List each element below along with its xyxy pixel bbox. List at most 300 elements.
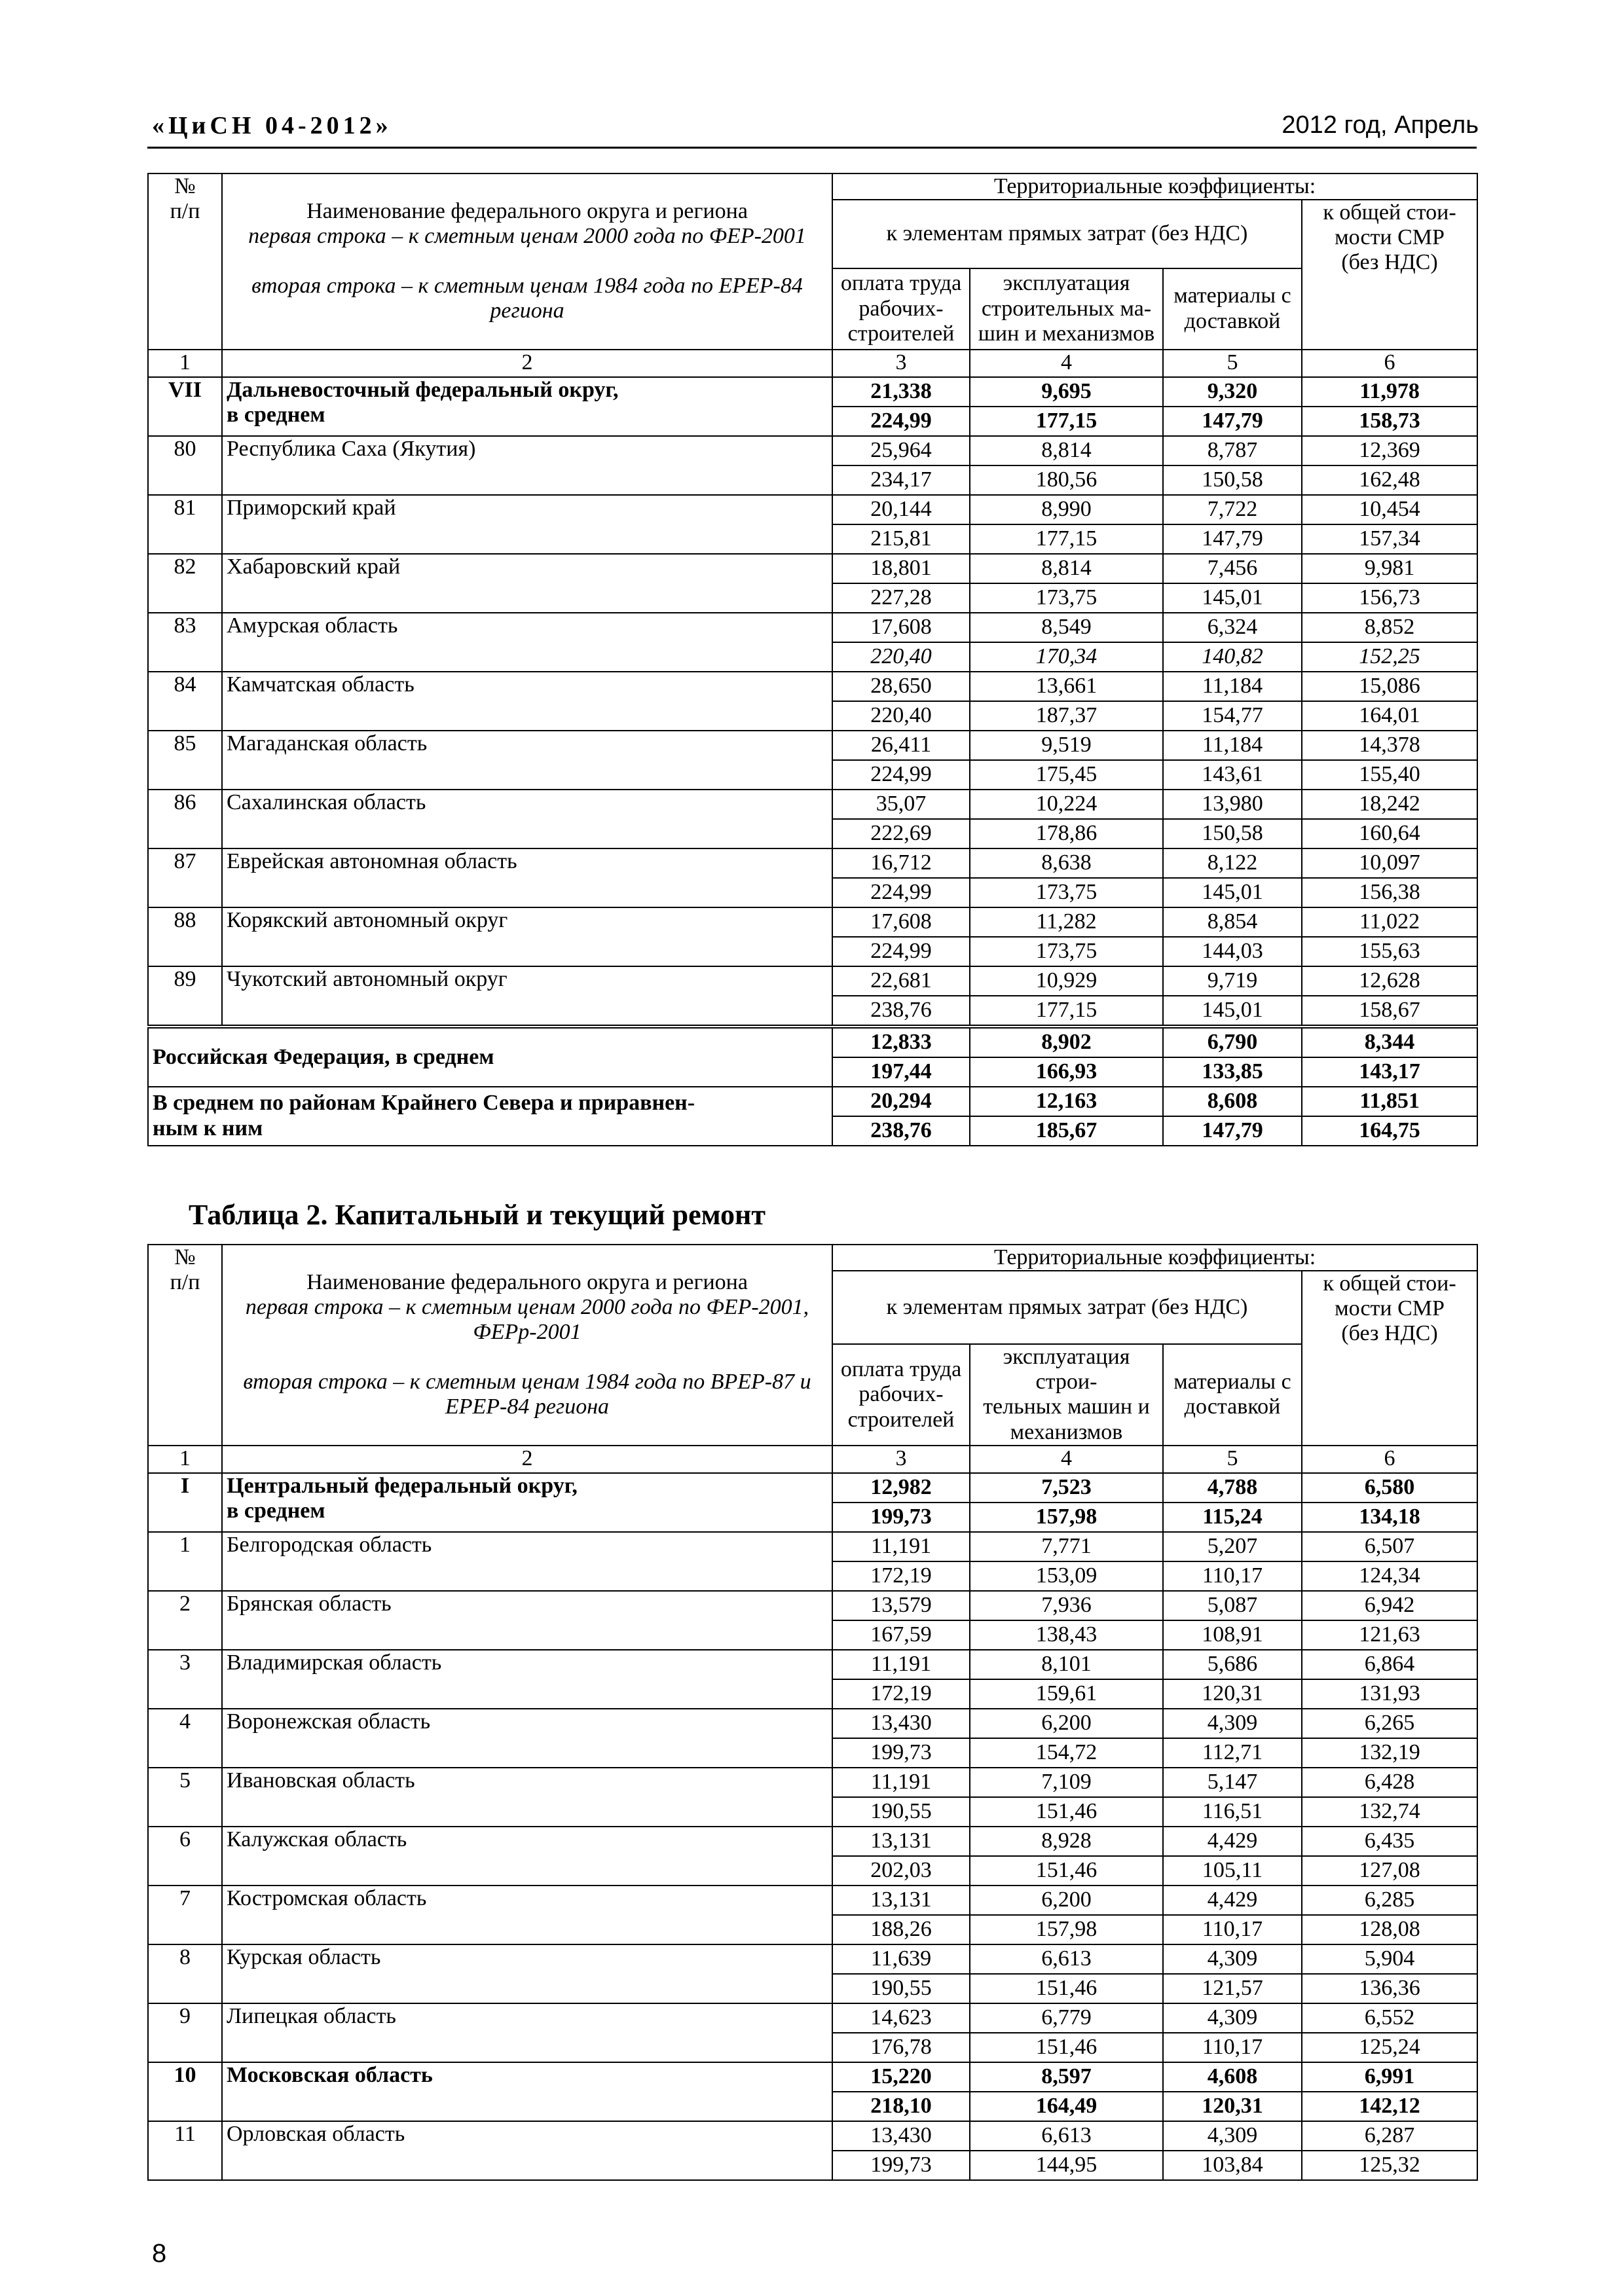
coefficient-value: 108,91 <box>1163 1620 1302 1650</box>
coefficient-value: 6,864 <box>1302 1650 1477 1679</box>
coefficient-value: 138,43 <box>970 1620 1163 1650</box>
region-name: Камчатская область <box>222 672 832 731</box>
coefficient-value: 134,18 <box>1302 1503 1477 1532</box>
header-total-cost: к общей стои- мости СМР (без НДС) <box>1302 200 1477 349</box>
header-materials: материалы с доставкой <box>1163 268 1302 350</box>
coefficient-value: 238,76 <box>832 996 970 1027</box>
coefficient-value: 8,597 <box>970 2062 1163 2092</box>
coefficient-value: 143,61 <box>1163 760 1302 790</box>
region-name: Амурская область <box>222 613 832 672</box>
coefficient-value: 157,98 <box>970 1503 1163 1532</box>
region-name: Чукотский автономный округ <box>222 966 832 1027</box>
coefficient-value: 8,928 <box>970 1827 1163 1856</box>
table-row <box>148 1827 1477 1856</box>
coefficient-value: 222,69 <box>832 819 970 848</box>
header-total-cost: к общей стои- мости СМР (без НДС) <box>1302 1271 1477 1446</box>
coefficient-value: 224,99 <box>832 937 970 966</box>
coefficient-value: 13,131 <box>832 1886 970 1915</box>
region-name: Приморский край <box>222 495 832 554</box>
header-machines: эксплуатация строительных ма- шин и механизмов <box>970 268 1163 350</box>
coefficient-value: 14,623 <box>832 2003 970 2033</box>
region-number: 81 <box>148 495 222 554</box>
coefficient-value: 131,93 <box>1302 1679 1477 1709</box>
column-number: 6 <box>1302 350 1477 377</box>
coefficient-value: 145,01 <box>1163 878 1302 907</box>
coefficient-value: 6,435 <box>1302 1827 1477 1856</box>
coefficient-value: 224,99 <box>832 878 970 907</box>
coefficient-value: 154,77 <box>1163 701 1302 731</box>
column-number: 1 <box>148 1446 222 1473</box>
coefficient-value: 26,411 <box>832 731 970 760</box>
table-1-body <box>148 350 1477 1146</box>
coefficient-value: 18,242 <box>1302 790 1477 819</box>
coefficient-value: 176,78 <box>832 2033 970 2062</box>
coefficient-value: 8,344 <box>1302 1027 1477 1057</box>
region-number: 82 <box>148 554 222 613</box>
coefficient-value: 164,01 <box>1302 701 1477 731</box>
coefficient-value: 13,980 <box>1163 790 1302 819</box>
coefficient-value: 187,37 <box>970 701 1163 731</box>
coefficient-value: 124,34 <box>1302 1561 1477 1591</box>
region-number: 89 <box>148 966 222 1027</box>
table-2-body <box>148 1446 1477 2180</box>
table-row <box>148 1944 1477 1974</box>
coefficient-value: 6,507 <box>1302 1532 1477 1561</box>
coefficient-value: 11,978 <box>1302 377 1477 407</box>
coefficient-value: 110,17 <box>1163 1915 1302 1944</box>
coefficient-value: 4,429 <box>1163 1827 1302 1856</box>
header-coefficients: Территориальные коэффициенты: <box>832 1245 1477 1271</box>
header-name-title: Наименование федерального округа и региона <box>306 199 748 224</box>
region-number: 3 <box>148 1650 222 1709</box>
coefficient-value: 4,608 <box>1163 2062 1302 2092</box>
column-number: 3 <box>832 350 970 377</box>
coefficient-value: 20,144 <box>832 495 970 524</box>
coefficient-value: 13,430 <box>832 1709 970 1738</box>
document-date: 2012 год, Апрель <box>1282 111 1479 139</box>
region-name: Магаданская область <box>222 731 832 790</box>
region-number: 8 <box>148 1944 222 2003</box>
coefficient-value: 185,67 <box>970 1116 1163 1146</box>
table-row <box>148 436 1477 465</box>
coefficient-value: 153,09 <box>970 1561 1163 1591</box>
coefficient-value: 7,936 <box>970 1591 1163 1620</box>
table-row <box>148 1768 1477 1797</box>
column-number: 5 <box>1163 350 1302 377</box>
column-number: 2 <box>222 350 832 377</box>
coefficient-value: 166,93 <box>970 1057 1163 1087</box>
coefficient-value: 145,01 <box>1163 583 1302 613</box>
region-name: Республика Саха (Якутия) <box>222 436 832 495</box>
coefficient-value: 6,580 <box>1302 1473 1477 1503</box>
coefficient-value: 132,19 <box>1302 1738 1477 1768</box>
coefficient-value: 22,681 <box>832 966 970 996</box>
coefficient-value: 7,109 <box>970 1768 1163 1797</box>
region-name: Сахалинская область <box>222 790 832 848</box>
header-name <box>222 173 832 350</box>
table-row <box>148 377 1477 407</box>
coefficient-value: 4,309 <box>1163 1944 1302 1974</box>
table-row <box>148 790 1477 819</box>
coefficient-value: 8,608 <box>1163 1087 1302 1116</box>
coefficient-value: 152,25 <box>1302 642 1477 672</box>
coefficient-value: 140,82 <box>1163 642 1302 672</box>
coefficient-value: 6,285 <box>1302 1886 1477 1915</box>
region-number: 4 <box>148 1709 222 1768</box>
coefficient-value: 199,73 <box>832 1503 970 1532</box>
coefficient-value: 6,613 <box>970 1944 1163 1974</box>
coefficient-value: 142,12 <box>1302 2092 1477 2121</box>
region-name: Липецкая область <box>222 2003 832 2062</box>
coefficient-value: 8,787 <box>1163 436 1302 465</box>
coefficient-value: 121,63 <box>1302 1620 1477 1650</box>
coefficient-value: 4,429 <box>1163 1886 1302 1915</box>
coefficient-value: 6,779 <box>970 2003 1163 2033</box>
header-labor: оплата труда рабочих- строителей <box>832 1344 970 1445</box>
coefficient-value: 145,01 <box>1163 996 1302 1027</box>
header-name <box>222 1245 832 1446</box>
coefficient-value: 120,31 <box>1163 1679 1302 1709</box>
region-name: Дальневосточный федеральный округ, в среднем <box>222 377 832 436</box>
column-number: 2 <box>222 1446 832 1473</box>
document-code: «ЦиСН 04-2012» <box>152 112 392 139</box>
header-machines: эксплуатация строи- тельных машин и механизмов <box>970 1344 1163 1445</box>
coefficient-value: 172,19 <box>832 1679 970 1709</box>
coefficient-value: 6,200 <box>970 1886 1163 1915</box>
region-number: 11 <box>148 2121 222 2180</box>
coefficient-value: 199,73 <box>832 2151 970 2180</box>
coefficient-value: 4,309 <box>1163 2003 1302 2033</box>
header-coefficients: Территориальные коэффициенты: <box>832 173 1477 200</box>
region-name: Курская область <box>222 1944 832 2003</box>
coefficient-value: 136,36 <box>1302 1974 1477 2003</box>
coefficient-value: 157,98 <box>970 1915 1163 1944</box>
coefficient-value: 8,549 <box>970 613 1163 642</box>
coefficient-value: 11,282 <box>970 907 1163 937</box>
coefficient-value: 177,15 <box>970 407 1163 436</box>
coefficient-value: 173,75 <box>970 583 1163 613</box>
coefficient-value: 13,661 <box>970 672 1163 701</box>
coefficient-value: 12,833 <box>832 1027 970 1057</box>
coefficient-value: 110,17 <box>1163 1561 1302 1591</box>
coefficients-table-1 <box>147 173 1478 1146</box>
coefficient-value: 215,81 <box>832 524 970 554</box>
coefficient-value: 162,48 <box>1302 465 1477 495</box>
total-name: В среднем по районам Крайнего Севера и приравнен- ным к ним <box>148 1087 832 1146</box>
table-row <box>148 613 1477 642</box>
coefficient-value: 8,814 <box>970 554 1163 583</box>
coefficient-value: 151,46 <box>970 1974 1163 2003</box>
coefficient-value: 144,95 <box>970 2151 1163 2180</box>
table-row <box>148 2121 1477 2151</box>
coefficient-value: 224,99 <box>832 407 970 436</box>
coefficient-value: 116,51 <box>1163 1797 1302 1827</box>
coefficient-value: 154,72 <box>970 1738 1163 1768</box>
table-row <box>148 907 1477 937</box>
coefficient-value: 13,430 <box>832 2121 970 2151</box>
coefficient-value: 17,608 <box>832 907 970 937</box>
region-number: 2 <box>148 1591 222 1650</box>
coefficient-value: 167,59 <box>832 1620 970 1650</box>
coefficient-value: 177,15 <box>970 524 1163 554</box>
coefficient-value: 105,11 <box>1163 1856 1302 1886</box>
coefficient-value: 8,122 <box>1163 848 1302 878</box>
coefficient-value: 5,147 <box>1163 1768 1302 1797</box>
coefficient-value: 190,55 <box>832 1974 970 2003</box>
page-number: 8 <box>152 2239 167 2268</box>
coefficient-value: 25,964 <box>832 436 970 465</box>
region-name: Орловская область <box>222 2121 832 2180</box>
coefficient-value: 160,64 <box>1302 819 1477 848</box>
header-direct-costs: к элементам прямых затрат (без НДС) <box>832 200 1302 268</box>
table-row <box>148 1473 1477 1503</box>
coefficient-value: 12,369 <box>1302 436 1477 465</box>
coefficient-value: 147,79 <box>1163 1116 1302 1146</box>
coefficient-value: 172,19 <box>832 1561 970 1591</box>
coefficient-value: 6,287 <box>1302 2121 1477 2151</box>
header-labor: оплата труда рабочих- строителей <box>832 268 970 350</box>
column-numbers-row <box>148 1446 1477 1473</box>
region-number: VII <box>148 377 222 436</box>
region-name: Брянская область <box>222 1591 832 1650</box>
coefficient-value: 10,224 <box>970 790 1163 819</box>
coefficient-value: 173,75 <box>970 878 1163 907</box>
region-number: 84 <box>148 672 222 731</box>
coefficient-value: 159,61 <box>970 1679 1163 1709</box>
coefficient-value: 8,990 <box>970 495 1163 524</box>
header-number: № п/п <box>148 173 222 350</box>
coefficient-value: 6,942 <box>1302 1591 1477 1620</box>
column-number: 3 <box>832 1446 970 1473</box>
coefficient-value: 11,851 <box>1302 1087 1477 1116</box>
region-number: 86 <box>148 790 222 848</box>
coefficient-value: 13,131 <box>832 1827 970 1856</box>
coefficient-value: 8,854 <box>1163 907 1302 937</box>
coefficient-value: 21,338 <box>832 377 970 407</box>
coefficient-value: 7,456 <box>1163 554 1302 583</box>
coefficient-value: 6,552 <box>1302 2003 1477 2033</box>
region-number: 83 <box>148 613 222 672</box>
region-name: Костромская область <box>222 1886 832 1944</box>
coefficient-value: 5,207 <box>1163 1532 1302 1561</box>
coefficient-value: 127,08 <box>1302 1856 1477 1886</box>
coefficient-value: 15,086 <box>1302 672 1477 701</box>
coefficient-value: 120,31 <box>1163 2092 1302 2121</box>
coefficient-value: 13,579 <box>832 1591 970 1620</box>
coefficient-value: 144,03 <box>1163 937 1302 966</box>
header-direct-costs: к элементам прямых затрат (без НДС) <box>832 1271 1302 1344</box>
coefficient-value: 6,613 <box>970 2121 1163 2151</box>
table-row <box>148 1532 1477 1561</box>
region-name: Центральный федеральный округ, в среднем <box>222 1473 832 1532</box>
coefficient-value: 16,712 <box>832 848 970 878</box>
total-row <box>148 1087 1477 1116</box>
table-row <box>148 672 1477 701</box>
header-name-title: Наименование федерального округа и региона <box>306 1270 748 1295</box>
region-number: 87 <box>148 848 222 907</box>
coefficient-value: 125,24 <box>1302 2033 1477 2062</box>
coefficient-value: 112,71 <box>1163 1738 1302 1768</box>
coefficient-value: 9,519 <box>970 731 1163 760</box>
coefficient-value: 238,76 <box>832 1116 970 1146</box>
region-name: Еврейская автономная область <box>222 848 832 907</box>
coefficient-value: 156,73 <box>1302 583 1477 613</box>
region-name: Корякский автономный округ <box>222 907 832 966</box>
column-number: 4 <box>970 1446 1163 1473</box>
coefficient-value: 11,191 <box>832 1768 970 1797</box>
coefficient-value: 35,07 <box>832 790 970 819</box>
coefficient-value: 4,309 <box>1163 2121 1302 2151</box>
coefficient-value: 17,608 <box>832 613 970 642</box>
table-row <box>148 1886 1477 1915</box>
coefficient-value: 103,84 <box>1163 2151 1302 2180</box>
coefficient-value: 12,163 <box>970 1087 1163 1116</box>
coefficient-value: 20,294 <box>832 1087 970 1116</box>
column-number: 6 <box>1302 1446 1477 1473</box>
coefficient-value: 143,17 <box>1302 1057 1477 1087</box>
coefficient-value: 6,265 <box>1302 1709 1477 1738</box>
table-row <box>148 2062 1477 2092</box>
coefficient-value: 9,719 <box>1163 966 1302 996</box>
coefficient-value: 147,79 <box>1163 524 1302 554</box>
coefficient-value: 5,087 <box>1163 1591 1302 1620</box>
coefficient-value: 147,79 <box>1163 407 1302 436</box>
coefficient-value: 9,695 <box>970 377 1163 407</box>
coefficient-value: 220,40 <box>832 701 970 731</box>
coefficient-value: 9,981 <box>1302 554 1477 583</box>
coefficient-value: 15,220 <box>832 2062 970 2092</box>
coefficient-value: 155,63 <box>1302 937 1477 966</box>
coefficient-value: 6,991 <box>1302 2062 1477 2092</box>
coefficient-value: 132,74 <box>1302 1797 1477 1827</box>
coefficient-value: 9,320 <box>1163 377 1302 407</box>
coefficient-value: 197,44 <box>832 1057 970 1087</box>
region-name: Калужская область <box>222 1827 832 1886</box>
coefficient-value: 6,324 <box>1163 613 1302 642</box>
coefficient-value: 115,24 <box>1163 1503 1302 1532</box>
coefficient-value: 157,34 <box>1302 524 1477 554</box>
coefficient-value: 190,55 <box>832 1797 970 1827</box>
region-number: 9 <box>148 2003 222 2062</box>
region-number: 85 <box>148 731 222 790</box>
coefficient-value: 8,852 <box>1302 613 1477 642</box>
coefficient-value: 8,638 <box>970 848 1163 878</box>
coefficient-value: 158,73 <box>1302 407 1477 436</box>
coefficient-value: 110,17 <box>1163 2033 1302 2062</box>
coefficient-value: 11,184 <box>1163 731 1302 760</box>
coefficient-value: 199,73 <box>832 1738 970 1768</box>
coefficient-value: 151,46 <box>970 2033 1163 2062</box>
region-name: Воронежская область <box>222 1709 832 1768</box>
total-row <box>148 1027 1477 1057</box>
region-number: 5 <box>148 1768 222 1827</box>
table-row <box>148 554 1477 583</box>
region-name: Московская область <box>222 2062 832 2121</box>
coefficient-value: 28,650 <box>832 672 970 701</box>
coefficient-value: 6,790 <box>1163 1027 1302 1057</box>
coefficient-value: 224,99 <box>832 760 970 790</box>
region-name: Владимирская область <box>222 1650 832 1709</box>
region-number: 1 <box>148 1532 222 1591</box>
region-name: Ивановская область <box>222 1768 832 1827</box>
coefficient-value: 11,184 <box>1163 672 1302 701</box>
coefficient-value: 155,40 <box>1302 760 1477 790</box>
coefficient-value: 5,904 <box>1302 1944 1477 1974</box>
region-name: Хабаровский край <box>222 554 832 613</box>
region-number: 80 <box>148 436 222 495</box>
coefficient-value: 220,40 <box>832 642 970 672</box>
coefficient-value: 188,26 <box>832 1915 970 1944</box>
table-row <box>148 1591 1477 1620</box>
coefficient-value: 12,628 <box>1302 966 1477 996</box>
coefficient-value: 14,378 <box>1302 731 1477 760</box>
coefficient-value: 150,58 <box>1163 819 1302 848</box>
coefficient-value: 177,15 <box>970 996 1163 1027</box>
coefficient-value: 178,86 <box>970 819 1163 848</box>
coefficient-value: 158,67 <box>1302 996 1477 1027</box>
region-number: 88 <box>148 907 222 966</box>
coefficient-value: 11,022 <box>1302 907 1477 937</box>
table-row <box>148 1650 1477 1679</box>
coefficient-value: 202,03 <box>832 1856 970 1886</box>
region-number: 10 <box>148 2062 222 2121</box>
region-number: I <box>148 1473 222 1532</box>
coefficient-value: 7,771 <box>970 1532 1163 1561</box>
coefficient-value: 11,191 <box>832 1650 970 1679</box>
header-number: № п/п <box>148 1245 222 1446</box>
coefficient-value: 164,49 <box>970 2092 1163 2121</box>
column-number: 4 <box>970 350 1163 377</box>
coefficient-value: 121,57 <box>1163 1974 1302 2003</box>
table-2-title: Таблица 2. Капитальный и текущий ремонт <box>189 1199 766 1231</box>
coefficient-value: 4,309 <box>1163 1709 1302 1738</box>
total-name: Российская Федерация, в среднем <box>148 1027 832 1087</box>
coefficient-value: 10,454 <box>1302 495 1477 524</box>
coefficient-value: 8,814 <box>970 436 1163 465</box>
table-row <box>148 731 1477 760</box>
coefficient-value: 170,34 <box>970 642 1163 672</box>
coefficient-value: 234,17 <box>832 465 970 495</box>
column-number: 5 <box>1163 1446 1302 1473</box>
coefficient-value: 180,56 <box>970 465 1163 495</box>
coefficient-value: 4,788 <box>1163 1473 1302 1503</box>
coefficient-value: 173,75 <box>970 937 1163 966</box>
coefficient-value: 7,722 <box>1163 495 1302 524</box>
coefficient-value: 151,46 <box>970 1856 1163 1886</box>
coefficient-value: 11,639 <box>832 1944 970 1974</box>
column-number: 1 <box>148 350 222 377</box>
table-row <box>148 2003 1477 2033</box>
coefficient-value: 5,686 <box>1163 1650 1302 1679</box>
coefficient-value: 7,523 <box>970 1473 1163 1503</box>
coefficient-value: 133,85 <box>1163 1057 1302 1087</box>
coefficients-table-2 <box>147 1244 1478 2181</box>
coefficient-value: 10,097 <box>1302 848 1477 878</box>
coefficient-value: 8,101 <box>970 1650 1163 1679</box>
table-row <box>148 966 1477 996</box>
coefficient-value: 10,929 <box>970 966 1163 996</box>
coefficient-value: 227,28 <box>832 583 970 613</box>
coefficient-value: 12,982 <box>832 1473 970 1503</box>
coefficient-value: 6,428 <box>1302 1768 1477 1797</box>
coefficient-value: 18,801 <box>832 554 970 583</box>
coefficient-value: 8,902 <box>970 1027 1163 1057</box>
table-row <box>148 495 1477 524</box>
coefficient-value: 151,46 <box>970 1797 1163 1827</box>
coefficient-value: 164,75 <box>1302 1116 1477 1146</box>
header-name-line2: вторая строка – к сметным ценам 1984 года по ВРЕР-87 и ЕРЕР-84 региона <box>243 1370 811 1419</box>
header-name-line2: вторая строка – к сметным ценам 1984 года по ЕРЕР-84 региона <box>251 274 803 323</box>
